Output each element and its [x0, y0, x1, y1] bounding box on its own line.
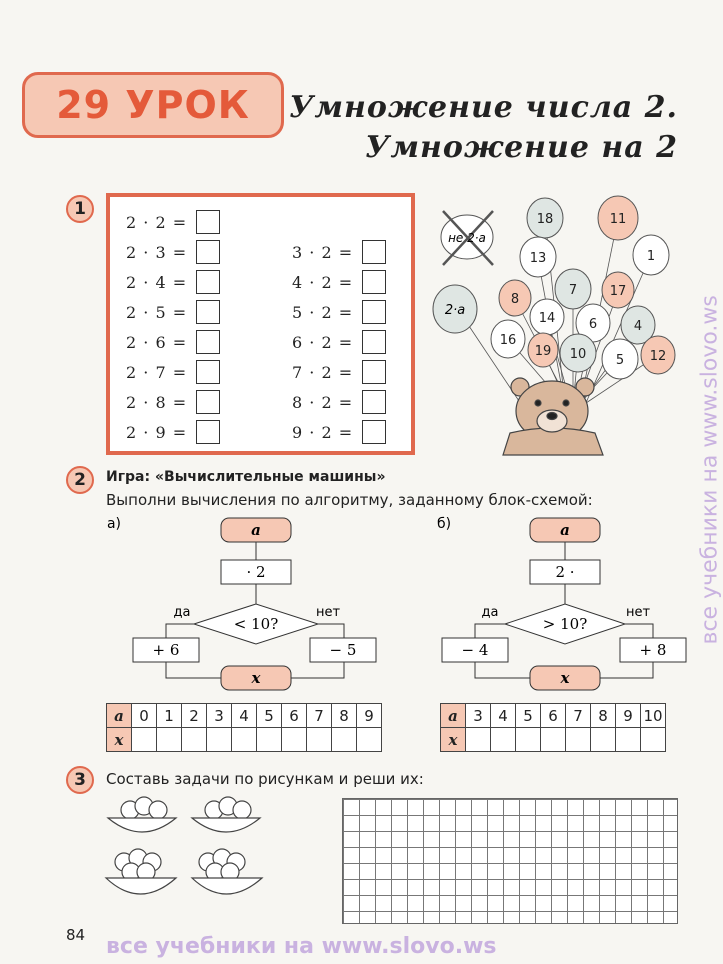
equation: 9 · 2 =	[292, 419, 386, 445]
flowchart-a-label: а)	[106, 516, 122, 532]
balloon-label: 17	[609, 284, 627, 299]
watermark-side: все учебники на www.slovo.ws	[697, 295, 723, 645]
svg-text:нет: нет	[625, 605, 651, 620]
flowchart-b-output: x	[560, 669, 570, 687]
table-row: x	[107, 728, 382, 752]
flowchart-b-condition: > 10?	[542, 615, 588, 633]
answer-box[interactable]	[196, 210, 220, 234]
bear-icon	[503, 378, 603, 455]
flowchart-a-output: x	[251, 669, 261, 687]
equation: 2 · 7 =	[126, 359, 220, 385]
svg-text:да: да	[481, 605, 499, 620]
lesson-title-line2: Умножение на 2	[365, 130, 678, 165]
lesson-badge	[22, 72, 284, 138]
watermark-bottom: все учебники на www.slovo.ws	[106, 934, 497, 959]
equation: 2 · 3 =	[126, 239, 220, 265]
flowchart-b-input: a	[560, 521, 570, 539]
balloons-bear-illustration	[425, 185, 695, 455]
equation: 7 · 2 =	[292, 359, 386, 385]
answer-box[interactable]	[362, 240, 386, 264]
answer-grid[interactable]	[342, 798, 678, 924]
bowl-icon	[192, 849, 262, 894]
flowchart-a-no-op: − 5	[329, 641, 357, 659]
flowchart-b	[437, 516, 686, 690]
answer-box[interactable]	[196, 420, 220, 444]
balloon-label: 13	[529, 251, 547, 266]
equation: 8 · 2 =	[292, 389, 386, 415]
flowchart-a-yes-op: + 6	[152, 641, 180, 659]
table-a	[106, 703, 382, 752]
svg-text:да: да	[173, 605, 191, 620]
flowchart-a-op: · 2	[246, 563, 266, 581]
exercise-1-number: 1	[66, 195, 94, 223]
balloon-label: 8	[510, 292, 520, 307]
page-number: 84	[66, 926, 86, 944]
equation: 2 · 9 =	[126, 419, 220, 445]
bowl-icon	[108, 797, 176, 832]
svg-text:нет: нет	[315, 605, 341, 620]
equation: 4 · 2 =	[292, 269, 386, 295]
equation: 6 · 2 =	[292, 329, 386, 355]
right-equation-column	[292, 239, 386, 445]
table-b	[440, 703, 666, 752]
answer-box[interactable]	[196, 300, 220, 324]
exercise-2-number: 2	[66, 466, 94, 494]
table-row: a 0 1 2 3 4 5 6 7 8 9	[107, 704, 382, 728]
answer-box[interactable]	[196, 240, 220, 264]
equation: 2 · 4 =	[126, 269, 220, 295]
held-balloon	[433, 285, 477, 333]
balloon-label: 14	[538, 311, 556, 326]
flowchart-b-no-op: + 8	[639, 641, 667, 659]
answer-box[interactable]	[362, 360, 386, 384]
fruit-bowls-illustration	[100, 792, 280, 910]
exercise-1-frame	[106, 193, 415, 455]
flowchart-a	[107, 516, 376, 690]
balloon-label: 7	[568, 283, 578, 298]
flowchart-b-label: б)	[436, 516, 452, 532]
left-equation-column	[126, 209, 220, 445]
balloon-label: 11	[609, 212, 627, 227]
balloon-label: 1	[646, 249, 656, 264]
balloon-label: 19	[534, 344, 552, 359]
crossed-balloon-label: не 2·a	[448, 231, 486, 245]
balloon-label: 18	[536, 212, 554, 227]
answer-box[interactable]	[362, 420, 386, 444]
equation: 2 · 6 =	[126, 329, 220, 355]
equation: 5 · 2 =	[292, 299, 386, 325]
flowchart-a-input: a	[251, 521, 261, 539]
held-balloon-label: 2·a	[444, 303, 466, 318]
answer-box[interactable]	[196, 360, 220, 384]
flowcharts	[100, 510, 700, 700]
exercise-2-title: Игра: «Вычислительные машины»	[106, 469, 386, 485]
lesson-badge-text: 29 УРОК	[56, 83, 250, 127]
answer-box[interactable]	[362, 390, 386, 414]
answer-box[interactable]	[196, 330, 220, 354]
bowl-icon	[106, 849, 176, 894]
lesson-title-line1: Умножение числа 2.	[289, 90, 678, 125]
table-row: x	[441, 728, 666, 752]
equation: 2 · 2 =	[126, 209, 220, 235]
balloon-label: 12	[649, 349, 667, 364]
balloon-label: 10	[569, 347, 587, 362]
answer-box[interactable]	[196, 270, 220, 294]
answer-box[interactable]	[362, 300, 386, 324]
flowchart-b-yes-op: − 4	[461, 641, 489, 659]
balloon-label: 4	[633, 319, 643, 334]
flowchart-a-condition: < 10?	[233, 615, 279, 633]
balloon-label: 5	[615, 353, 625, 368]
table-row: a 3 4 5 6 7 8 9 10	[441, 704, 666, 728]
answer-box[interactable]	[362, 330, 386, 354]
exercise-3-number: 3	[66, 766, 94, 794]
answer-box[interactable]	[362, 270, 386, 294]
bowl-icon	[192, 797, 260, 832]
equation: 2 · 5 =	[126, 299, 220, 325]
balloon-label: 16	[499, 333, 517, 348]
balloon-label: 6	[588, 317, 598, 332]
answer-box[interactable]	[196, 390, 220, 414]
equation: 3 · 2 =	[292, 239, 386, 265]
exercise-2-instruction: Выполни вычисления по алгоритму, заданному блок-схемой:	[106, 491, 593, 509]
crossed-balloon	[441, 211, 493, 265]
equation: 2 · 8 =	[126, 389, 220, 415]
flowchart-b-op: 2 ·	[555, 563, 575, 581]
exercise-3-text: Составь задачи по рисункам и реши их:	[106, 770, 424, 788]
